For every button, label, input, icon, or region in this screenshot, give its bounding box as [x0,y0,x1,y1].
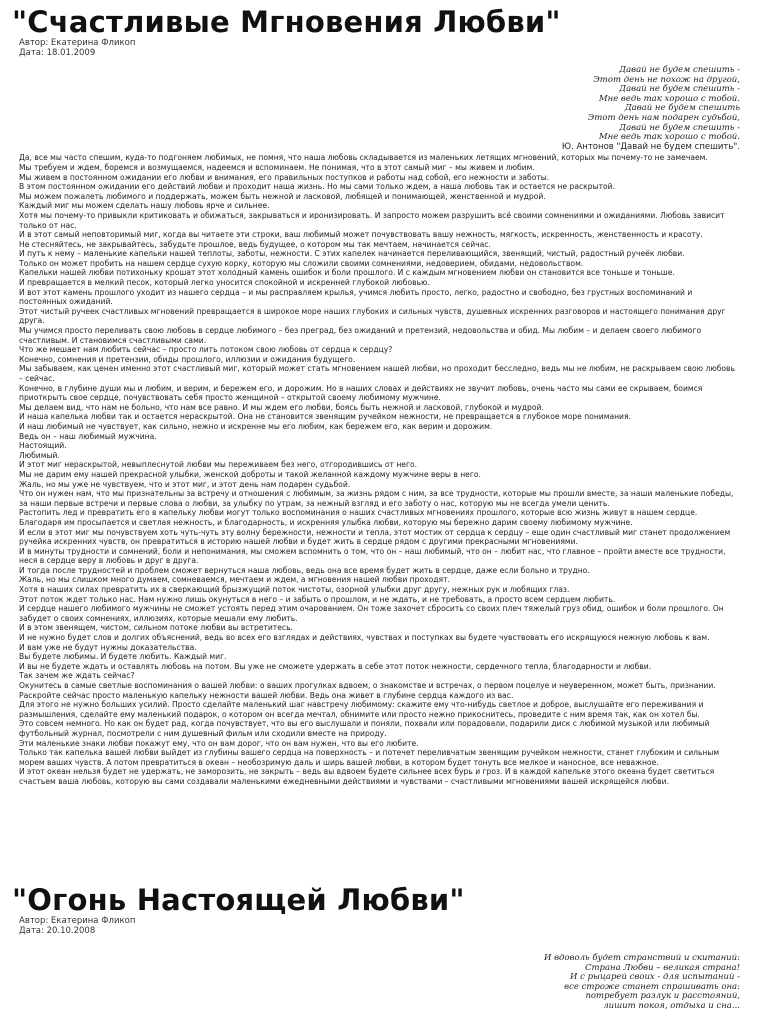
article-author: Автор: Екатерина Фликоп [19,916,136,926]
paragraph: Мы требуем и ждем, боремся и возмущаемся, надеемся и вспоминаем. Не понимая, что в этот самый миг – мы живем и любим. [19,162,535,172]
poem-line: Страна Любви – великая страна! [584,962,740,973]
paragraph: Что он нужен нам, что мы признательны за встречу и отношения с любимым, за жизнь рядом с ним, за все трудности, которые мы прошли вместе, за наши маленькие победы, за наши первые встречи и первые слова о любви, за улыбку по утрам, за нежный взгляд и его заботу о нас, которую мы не всегда умели ценить. [19,489,734,508]
article-title: "Счастливые Мгновения Любви" [12,5,561,39]
paragraph: Конечно, в глубине души мы и любим, и верим, и бережем его, и дорожим. Но в наших словах и действиях не звучит любовь, очень часто мы сами ее скрываем, боимся приоткрыть свое сердце, почувствовать себя просто женщиной – открытой своему любимому мужчине. [19,383,703,403]
paragraph: Вы будете любимы. И будете любить. Каждый миг. [19,652,227,662]
article-date: Дата: 20.10.2008 [19,926,96,936]
paragraph: Благодаря им просыпается и светлая нежность, и благодарность, и искренняя улыбка любви, которую мы бережно дарим своему любимому мужчине. [19,517,633,527]
epigraph-poem [0,66,768,152]
poem-line: Мне ведь так хорошо с тобой. [598,93,740,104]
article-date: Дата: 18.01.2009 [19,48,96,58]
poem-line: И вдоволь будет странствий и скитаний: [543,953,740,963]
paragraph: Мы не дарим ему нашей прекрасной улыбки, женской доброты и такой желанной каждому мужчине веры в него. [19,469,481,479]
paragraph: И этот океан нельзя будет не удержать, не заморозить, не закрыть – ведь вы вдвоем будете сильнее всех бурь и гроз. И в каждой капельке этого океана будет светиться счастьем ваша любовь, которую вы сами создавали маленькими ежедневными действиями и чувствами – счастливыми мгновениями вашей искрящейся любви. [19,767,715,786]
poem-line: И с рыцарей своих - для испытаний - [570,972,740,983]
paragraph: Эти маленькие знаки любви покажут ему, что он вам дорог, что он вам нужен, что вы его любите. [19,738,419,748]
poem-line: Давай не будем спешить [624,103,740,114]
paragraph: Только он может пробить на нашем сердце сухую корку, которую мы сложили своими сомнениями, недоверием, обидами, недовольством. [19,258,584,268]
article-title: "Огонь Настоящей Любви" [12,883,465,917]
paragraph: И сердце нашего любимого мужчины не сможет устоять перед этим очарованием. Он тоже захочет сбросить со своих плеч тяжелый груз обид, ошибок и боли прошлого. Он забудет о своих сомнениях, иллюзиях, которые мешали ему любить. [19,604,724,623]
article-happy-moments [0,6,768,787]
paragraph: И не нужно будет слов и долгих объяснений, ведь во всех его взглядах и действиях, чувствах и поступках вы будете чувствовать его искрящуюся нежную любовь к вам. [19,633,710,643]
paragraph: И наша капелька любви так и остается нераскрытой. Она не становится звенящим ручейком нежности, не превращается в глубокое море понимания. [19,412,631,422]
poem-line: Давай не будем спешить - [619,84,740,95]
paragraph: Окунитесь в самые светлые воспоминания о вашей любви: о ваших прогулках вдвоем, о знакомстве и встречах, о первом поцелуе и неуверенном, может быть, признании. [19,681,716,690]
paragraph: Мы учимся просто переливать свою любовь в сердце любимого – без преград, без ожиданий и претензий, недовольства и обид. Мы любим – и делаем своего любимого счастливым. И становимся счастливыми сами. [19,326,702,345]
paragraph: И этот миг нераскрытой, невыплеснутой любви мы переживаем без него, отгородившись от него. [19,460,418,470]
poem-line: Давай не будем спешить - [619,122,740,133]
poem-line: Этот день не похож на другой, [593,74,740,85]
article-meta [0,38,768,58]
paragraph: И в минуты трудности и сомнений, боли и непонимания, мы сможем вспомнить о том, что он – наш любимый, что он – любит нас, что главное – пройти вместе все трудности, неся в сердце веру в любовь и друг в друга. [19,546,726,566]
paragraph: Хотя мы почему-то привыкли критиковать и обижаться, закрываться и иронизировать. И запросто можем разрушить всё своими сомнениями и ожиданиями. Любовь зависит только от нас. [19,210,725,230]
paragraph: И путь к нему – маленькие капельки нашей теплоты, заботы, нежности. С этих капелек начинается переливающийся, звенящий, чистый, радостный ручеёк любви. [19,249,685,259]
paragraph: Капельки нашей любви потихоньку крошат этот холодный камень ошибок и боли прошлого. И с каждым мгновением любви он становится все тоньше и тоньше. [19,268,675,278]
paragraph: И вы не будете ждать и оставлять любовь на потом. Вы уже не сможете удержать в себе этот поток нежности, сердечного тепла, благодарности и любви. [19,661,652,671]
paragraph: Для этого не нужно больших усилий. Просто сделайте маленький шаг навстречу любимому: скажите ему что-нибудь светлое и доброе, выслушайте его переживания и размышления, сделайте ему маленький подарок, о котором он всегда мечтал, обнимите или просто нежно прикоснитесь, проведите с ним время так, как он хотел бы. [19,700,704,719]
paragraph: Мы забываем, как ценен именно этот счастливый миг, который может стать мгновением нашей любви, но проходит бесследно, ведь мы не любим, не раскрываем свою любовь – сейчас. [19,364,736,383]
paragraph: И наш любимый не чувствует, как сильно, нежно и искренне мы его любим, как бережем его, как верим и дорожим. [19,421,493,431]
paragraph: И если в этот миг мы почувствуем хоть чуть-чуть эту волну бережности, нежности и тепла, этот мостик от сердца к сердцу – еще один счастливый миг станет продолжением ручейка искренних чувств, он превратиться в историю нашей любви и будет жить в сердце рядом с другими прекрасными мгновениями. [19,527,731,547]
paragraph: Что же мешает нам любить сейчас – просто лить потоком свою любовь от сердца к сердцу? [19,345,393,355]
poem-line: лишит покоя, отдыха и сна... [603,1000,740,1011]
paragraph: Хотя в наших силах превратить их в сверкающий брызжущий поток чистоты, озорной улыбки друг другу, нежных рук и любящих глаз. [19,585,570,595]
paragraph: И вот этот камень прошлого уходит из нашего сердца – и мы расправляем крылья, учимся любить просто, легко, радостно и свободно, без грустных воспоминаний и постоянных ожиданий. [19,287,693,307]
paragraph: Этот поток ждет только нас. Нам нужно лишь окунуться в него – и забыть о прошлом, и не ждать, и не требовать, а просто всем сердцем любить. [19,594,616,604]
poem-attribution: Ю. Антонов "Давай не будем спешить". [561,141,740,152]
article-author: Автор: Екатерина Фликоп [19,38,136,48]
paragraph: И в этот самый неповторимый миг, когда вы читаете эти строки, ваш любимый может почувствовать вашу нежность, мягкость, искренность, женственность и красоту. [19,230,703,240]
paragraph: Раскройте сейчас просто маленькую капельку нежности вашей любви. Ведь она живет в глубине сердца каждого из вас. [19,690,514,700]
paragraph: Ведь он – наш любимый мужчина. [19,431,157,441]
paragraph: И тогда после трудностей и проблем сможет вернуться наша любовь, ведь она все время будет жить в сердце, даже если больно и трудно. [19,565,590,575]
paragraph: Конечно, сомнения и претензии, обиды прошлого, иллюзии и ожидания будущего. [19,354,356,364]
poem-line: потребует разлук и расстояний, [585,991,740,1002]
article-body [0,153,768,786]
paragraph: И превращается в мелкий песок, который легко уносится спокойной и искренней глубокой любовью. [19,278,430,288]
poem-line: Давай не будем спешить - [619,65,740,75]
paragraph: Мы делаем вид, что нам не больно, что нам все равно. И мы ждем его любви, боясь быть нежной и ласковой, глубокой и мудрой. [19,402,544,412]
paragraph: Так зачем же ждать сейчас? [19,671,135,681]
paragraph: Жаль, но мы уже не чувствуем, что и этот миг, и этот день нам подарен судьбой. [19,479,351,489]
paragraph: Любимый. [19,450,60,460]
paragraph: Не стесняйтесь, не закрывайтесь, забудьте прошлое, ведь будущее, о котором мы так мечтаем, начинается сейчас. [19,239,491,249]
paragraph: Да, все мы часто спешим, куда-то подгоняем любимых, не помня, что наша любовь складывается из маленьких летящих мгновений, которых мы почему-то не замечаем. [19,153,708,163]
paragraph: Этот чистый ручеек счастливых мгновений превращается в широкое море наших глубоких и сильных чувств, душевных искренних разговоров и настоящего понимания друг друга. [19,306,726,326]
epigraph-poem [0,954,768,1012]
paragraph: Это совсем немного. Но как он будет рад, когда почувствует, что вы его выслушали и поняли, похвали или порадовали, подарили диск с любимой музыкой или любимый футбольный журнал, посмотрели с ним душевный фильм или сходили вместе на природу. [19,719,710,738]
paragraph: Каждый миг мы можем сделать нашу любовь ярче и сильнее. [19,201,270,211]
article-meta [0,916,768,936]
paragraph: Настоящий. [19,441,67,451]
paragraph: Мы живем в постоянном ожидании его любви и внимания, его правильных поступков и работы над собой, его нежности и заботы. [19,172,550,182]
paragraph: И вам уже не будут нужны доказательства. [19,642,197,652]
paragraph: Жаль, но мы слишком много думаем, сомневаемся, мечтаем и ждем, а мгновения нашей любви проходят. [19,575,450,585]
paragraph: Только так капелька вашей любви выйдет из глубины вашего сердца на поверхность – и потечет переливчатым звенящим ручейком нежности, станет глубоким и сильным морем ваших чувств. А потом превратиться в океан – необозримую даль и ширь вашей любви, в котором будет тонуть все мелкое и наносное, все неважное. [19,748,720,767]
article-fire-of-love [0,884,768,1012]
paragraph: В этом постоянном ожидании его действий любви и проходит наша жизнь. Но мы сами только ждем, а наша любовь так и остается не раскрытой. [19,182,615,192]
paragraph: Мы можем пожалеть любимого и поддержать, можем быть нежной и ласковой, любящей и понимающей, женственной и мудрой. [19,191,546,201]
paragraph: И в этом звенящем, чистом, сильном потоке любви вы встретитесь. [19,623,293,633]
poem-line: Этот день нам подарен судьбой, [587,112,740,123]
paragraph: Растопить лед и превратить его в капельку любви могут только воспоминания о наших счастливых мгновениях прошлого, которые всю жизнь живут в нашем сердце. [19,508,698,518]
poem-line: Мне ведь так хорошо с тобой. [598,132,740,143]
poem-line: все строже станет спрашивать она: [564,981,740,992]
